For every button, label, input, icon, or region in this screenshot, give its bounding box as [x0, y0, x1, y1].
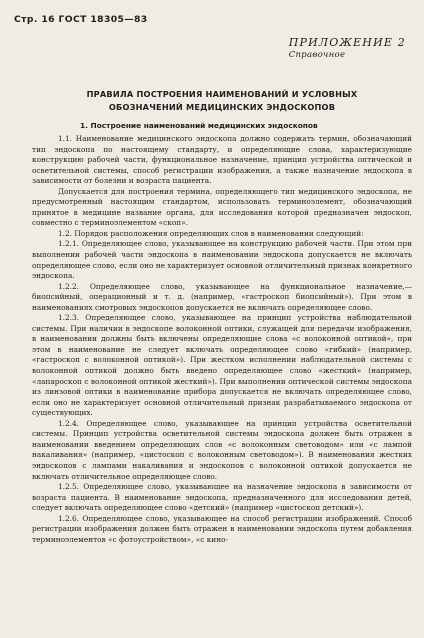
appendix-block	[289, 37, 406, 61]
paragraph: 1.2.5. Определяющее слово, указывающее на назначение эндоскопа в зависимости от возраста пациента. В наименование эндоскопа, предназначенного для исследования детей, следует включать определяющее слово «детский» (например «цистоскоп детский»).	[32, 482, 412, 513]
title-line-2: ОБОЗНАЧЕНИЙ МЕДИЦИНСКИХ ЭНДОСКОПОВ	[108, 102, 336, 112]
section-heading: 1. Построение наименований медицинских эндоскопов	[80, 121, 318, 130]
paragraph: Допускается для построения термина, определяющего тип медицинского эндоскопа, не предусмотренный настоящим стандартом, использовать терминоэлемент, обозначающий принятое в медицине название органа, для исследования которой предназначен эндоскоп, совместно с терминоэлементом «скоп».	[32, 186, 412, 228]
page-header: Стр. 16 ГОСТ 18305—83	[14, 14, 148, 25]
paragraph: 1.2.6. Определяющее слово, указывающее на способ регистрации изображений. Способ регистрации изображения должен быть отражен в наименовании эндоскопа путем добавления терминоэлементов «с фотоустройством», «с кино-	[32, 513, 412, 544]
appendix-label: ПРИЛОЖЕНИЕ 2	[288, 36, 406, 49]
document-title	[60, 88, 384, 114]
paragraph: 1.2.4. Определяющее слово, указывающее на принцип устройства осветительной системы. Принцип устройства осветительной системы эндоскопа должен быть отражен в наименовании введением определяющих слов «с волоконным световодом» или «с лампой накаливания» (например, «цистоскоп с волоконным световодом»). В наименования жестких эндоскопов с лампами накаливания и эндоскопов с волоконной оптикой допускается не включать отличительное определяющее слово.	[32, 418, 412, 481]
paragraph: 1.2.1. Определяющее слово, указывающее на конструкцию рабочей части. При этом при выполнении рабочей части эндоскопа в наименовании эндоскопа допускается не включать определяющее слово, если оно не характеризует основной отличительный признак конкретного эндоскопа.	[32, 239, 412, 281]
appendix-type: Справочное	[288, 50, 346, 60]
paragraph: 1.1. Наименование медицинского эндоскопа должно содержать термин, обозначающий тип эндоскопа по настоящему стандарту, и определяющие слова, характеризующие конструкцию рабочей части, функциональное назначение, принцип устройства оптической и осветительной системы, способ регистрации изображения, а также назначение эндоскопа в зависимости от болезни и возраста пациента.	[32, 134, 412, 186]
paragraph: 1.2.2. Определяющее слово, указывающее на функциональное назначение,— биопсийный, операционный и т. д. (например, «гастроскоп биопсийный»). При этом в наименованиях смотровых эндоскопов допускается не включать определяющее слово.	[32, 281, 412, 312]
body-text	[32, 134, 412, 545]
title-line-1: ПРАВИЛА ПОСТРОЕНИЯ НАИМЕНОВАНИЙ И УСЛОВНЫХ	[86, 89, 358, 99]
paragraph: 1.2. Порядок расположения определяющих слов в наименовании следующий:	[58, 228, 364, 238]
paragraph: 1.2.3. Определяющее слово, указывающее на принцип устройства наблюдательной системы. При наличии в эндоскопе волоконной оптики, служащей для передачи изображения, в наименовании должны быть включены определяющие слова «с волоконной оптикой», при этом в наименование не следует включать определяющее слово «гибкий» (например, «гастроскоп с волоконной оптикой»). При жестком исполнении наблюдательной системы с волоконной оптикой должно быть введено определяющее слово «жесткий» (например, «лапароскоп с волоконной оптикой жесткий»). При выполнении оптической системы эндоскопа из линзовой оптики в наименование прибора допускается не включать определяющее слово, если оно не характеризует основной отличительный признак разрабатываемого эндоскопа от существующих.	[32, 313, 412, 418]
